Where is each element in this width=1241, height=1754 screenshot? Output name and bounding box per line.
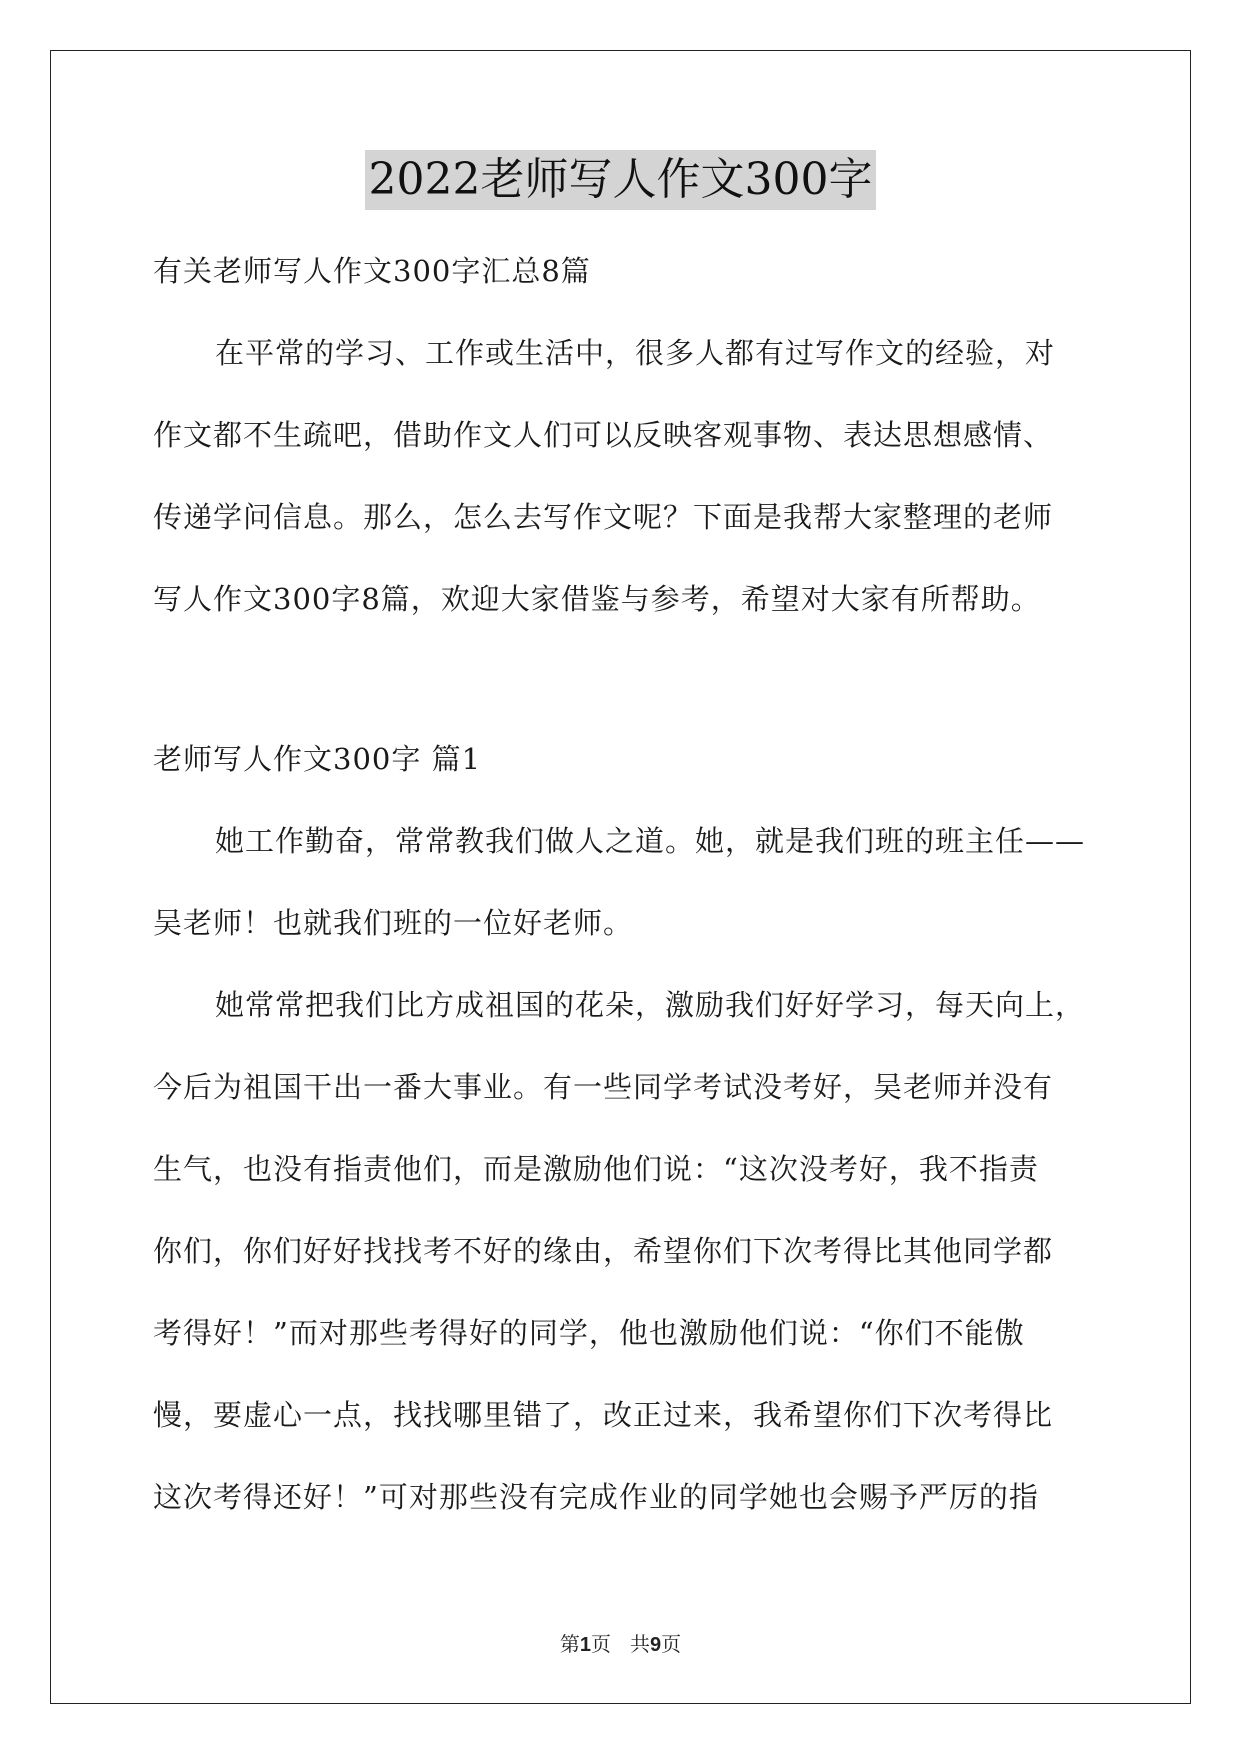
page-current-number: 1 (579, 1634, 591, 1656)
section-spacer (153, 640, 1093, 718)
paragraph-line: 今后为祖国干出一番大事业。有一些同学考试没考好，吴老师并没有 (153, 1070, 1054, 1104)
paragraph-line: 生气，也没有指责他们，而是激励他们说：“这次没考好，我不指责 (153, 1152, 1039, 1186)
page-label-mid: 页 共 (590, 1632, 651, 1656)
intro-line: 在平常的学习、工作或生活中，很多人都有过写作文的经验，对 (215, 336, 1056, 370)
section-heading: 老师写人作文300字 篇1 (153, 742, 482, 776)
document-title-container (0, 150, 1241, 210)
page-total-number: 9 (650, 1634, 662, 1656)
paragraph-line: 考得好！”而对那些考得好的同学，他也激励他们说：“你们不能傲 (153, 1316, 1025, 1350)
paragraph-line: 这次考得还好！”可对那些没有完成作业的同学她也会赐予严厉的指 (153, 1480, 1039, 1514)
page-label-suffix: 页 (661, 1632, 682, 1656)
paragraph-line: 她工作勤奋，常常教我们做人之道。她，就是我们班的班主任—— (215, 824, 1086, 858)
paragraph-line: 慢，要虚心一点，找找哪里错了，改正过来，我希望你们下次考得比 (153, 1398, 1054, 1432)
paragraph-line: 她常常把我们比方成祖国的花朵，激励我们好好学习，每天向上， (215, 988, 1086, 1022)
document-subtitle: 有关老师写人作文300字汇总8篇 (153, 254, 591, 288)
document-title: 2022老师写人作文300字 (365, 150, 877, 210)
intro-line: 作文都不生疏吧，借助作文人们可以反映客观事物、表达思想感情、 (153, 418, 1054, 452)
paragraph-line: 你们，你们好好找找考不好的缘由，希望你们下次考得比其他同学都 (153, 1234, 1054, 1268)
intro-line: 写人作文300字8篇，欢迎大家借鉴与参考，希望对大家有所帮助。 (153, 582, 1041, 616)
page-label-prefix: 第 (559, 1632, 580, 1656)
page-footer (0, 1628, 1241, 1657)
paragraph-line: 吴老师！也就我们班的一位好老师。 (153, 906, 634, 940)
document-body (153, 230, 1093, 1538)
intro-line: 传递学问信息。那么，怎么去写作文呢？下面是我帮大家整理的老师 (153, 500, 1054, 534)
